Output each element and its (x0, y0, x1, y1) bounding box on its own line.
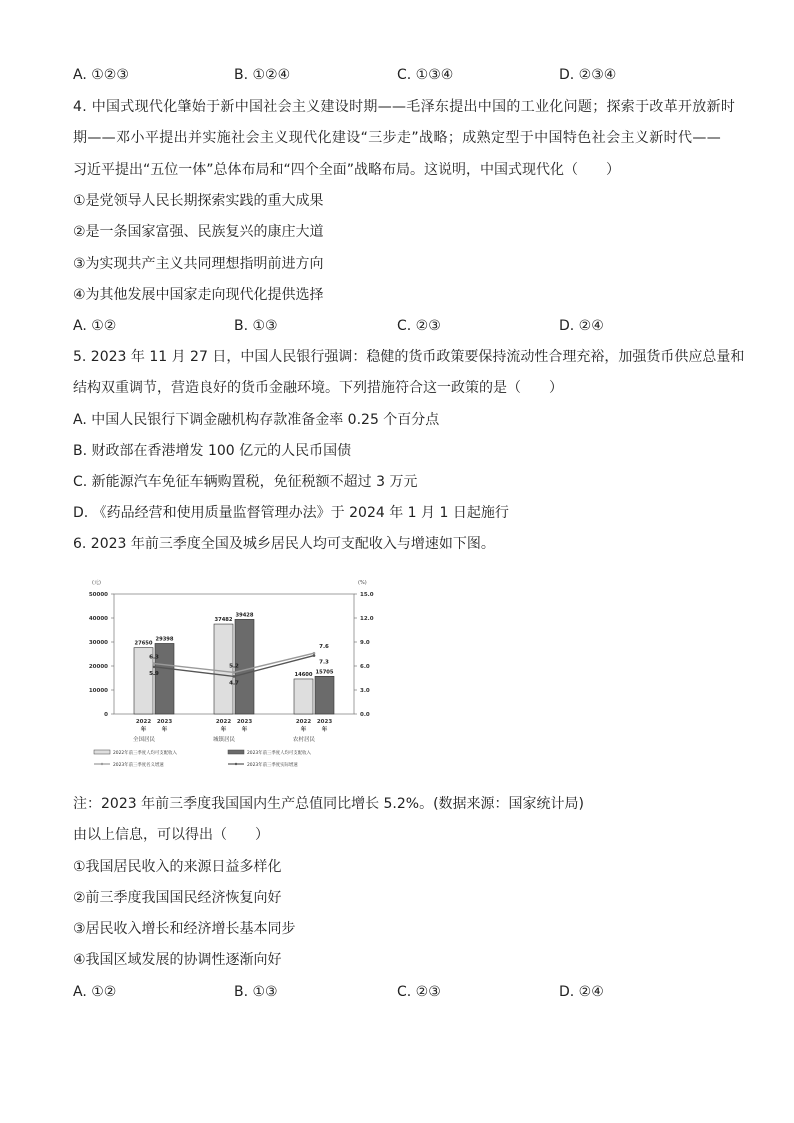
q4-option-d[interactable]: D. ②④ (559, 318, 604, 334)
q4-stem-line-1: 4. 中国式现代化肇始于新中国社会主义建设时期——毛泽东提出中国的工业化问题；探索于改革开放新时 (73, 99, 736, 115)
q3-option-b[interactable]: B. ①②④ (234, 67, 291, 83)
q5-option-a[interactable]: A. 中国人民银行下调金融机构存款准备金率 0.25 个百分点 (73, 412, 440, 428)
growth-value-label: 5.9 (149, 670, 159, 677)
q4-option-c[interactable]: C. ②③ (397, 318, 441, 334)
q6-option-c[interactable]: C. ②③ (397, 984, 441, 1000)
q5-option-b[interactable]: B. 财政部在香港增发 100 亿元的人民币国债 (73, 443, 352, 459)
x-sub-label: 2022 (135, 719, 152, 725)
growth-value-label: 6.3 (149, 654, 159, 661)
q4-stem-line-2: 期——邓小平提出并实施社会主义现代化建设“三步走”战略；成熟定型于中国特色社会主义新时代—— (73, 130, 721, 146)
bar (315, 676, 334, 714)
x-sub-label: 2022 (295, 719, 312, 725)
q3-options (73, 66, 733, 84)
legend-swatch-dot (235, 763, 237, 765)
q6-item-2: ②前三季度我国国民经济恢复向好 (73, 890, 282, 906)
legend-label: 2023年前三季度人均可支配收入 (247, 751, 311, 756)
y2-tick-label: 15.0 (360, 592, 374, 598)
legend-swatch-dot (101, 763, 103, 765)
q3-option-c[interactable]: C. ①③④ (397, 67, 454, 83)
growth-point (153, 662, 156, 665)
growth-value-label: 7.3 (319, 659, 329, 666)
category-label: 农村居民 (292, 737, 316, 743)
growth-point (233, 675, 236, 678)
q6-note: 注：2023 年前三季度我国国内生产总值同比增长 5.2%。(数据来源：国家统计局) (73, 796, 585, 812)
x-sub-label: 年 (161, 727, 168, 733)
category-label: 城镇居民 (212, 737, 236, 743)
category-label: 全国居民 (132, 737, 156, 743)
y-tick-label: 10000 (88, 688, 108, 694)
bar-value-label: 39428 (235, 612, 254, 619)
q6-item-3: ③居民收入增长和经济增长基本同步 (73, 921, 296, 937)
q4-item-3: ③为实现共产主义共同理想指明前进方向 (73, 256, 324, 272)
q3-option-d[interactable]: D. ②③④ (559, 67, 617, 83)
x-sub-label: 年 (300, 727, 307, 733)
y-tick-label: 0 (104, 712, 108, 718)
q4-item-4: ④为其他发展中国家走向现代化提供选择 (73, 287, 324, 303)
bar-value-label: 37482 (214, 617, 233, 624)
q6-item-1: ①我国居民收入的来源日益多样化 (73, 859, 282, 875)
bar-value-label: 14600 (294, 671, 313, 678)
q5-option-c[interactable]: C. 新能源汽车免征车辆购置税，免征税额不超过 3 万元 (73, 474, 418, 490)
q6-option-b[interactable]: B. ①③ (234, 984, 278, 1000)
x-sub-label: 2023 (236, 719, 253, 725)
x-sub-label: 2023 (316, 719, 333, 725)
y-axis-unit: (元) (92, 580, 101, 586)
bar-value-label: 27650 (134, 640, 153, 647)
q4-option-b[interactable]: B. ①③ (234, 318, 278, 334)
y2-tick-label: 9.0 (360, 640, 370, 646)
x-sub-label: 年 (241, 727, 248, 733)
growth-point (153, 666, 156, 669)
growth-value-label: 7.6 (319, 644, 329, 651)
y2-axis-unit: (%) (358, 580, 367, 586)
y2-tick-label: 6.0 (360, 664, 370, 670)
q5-option-d[interactable]: D. 《药品经营和使用质量监督管理办法》于 2024 年 1 月 1 日起施行 (73, 505, 509, 521)
y-tick-label: 50000 (88, 592, 108, 598)
legend-swatch (94, 750, 110, 754)
growth-value-label: 4.7 (229, 680, 239, 687)
q6-stem: 6. 2023 年前三季度全国及城乡居民人均可支配收入与增速如下图。 (73, 536, 495, 552)
x-sub-label: 年 (140, 727, 147, 733)
legend-swatch (228, 750, 244, 754)
q6-item-4: ④我国区域发展的协调性逐渐向好 (73, 952, 282, 968)
legend-label: 2023年前三季度实际增速 (247, 763, 298, 768)
y2-tick-label: 0.0 (360, 712, 370, 718)
growth-value-label: 5.2 (229, 663, 239, 670)
q6-option-a[interactable]: A. ①② (73, 984, 117, 1000)
q4-item-2: ②是一条国家富强、民族复兴的康庄大道 (73, 224, 324, 240)
q3-option-a[interactable]: A. ①②③ (73, 67, 129, 83)
q4-option-a[interactable]: A. ①② (73, 318, 117, 334)
q4-stem-line-3: 习近平提出“五位一体”总体布局和“四个全面”战略布局。这说明，中国式现代化（ ） (73, 162, 621, 178)
y-tick-label: 40000 (88, 616, 108, 622)
growth-point (313, 654, 316, 657)
x-sub-label: 2023 (156, 719, 173, 725)
y-tick-label: 30000 (88, 640, 108, 646)
q6-prompt: 由以上信息，可以得出（ ） (73, 827, 269, 843)
bar (294, 679, 313, 714)
legend-label: 2023年前三季度名义增速 (113, 763, 164, 768)
bar-value-label: 29398 (155, 636, 174, 643)
y-tick-label: 20000 (88, 664, 108, 670)
q4-options (73, 317, 733, 335)
y2-tick-label: 3.0 (360, 688, 370, 694)
x-sub-label: 2022 (215, 719, 232, 725)
growth-point (313, 652, 316, 655)
q4-item-1: ①是党领导人民长期探索实践的重大成果 (73, 193, 324, 209)
q5-stem-line-1: 5. 2023 年 11 月 27 日，中国人民银行强调：稳健的货币政策要保持流动性合理充裕，加强货币供应总量和 (73, 349, 745, 365)
income-chart (78, 576, 388, 776)
bar-value-label: 15705 (315, 669, 334, 676)
q5-stem-line-2: 结构双重调节，营造良好的货币金融环境。下列措施符合这一政策的是（ ） (73, 380, 563, 396)
x-sub-label: 年 (220, 727, 227, 733)
q6-option-d[interactable]: D. ②④ (559, 984, 604, 1000)
y2-tick-label: 12.0 (360, 616, 374, 622)
legend-label: 2022年前三季度人均可支配收入 (113, 751, 177, 756)
chart-legend (94, 749, 311, 768)
x-sub-label: 年 (321, 727, 328, 733)
growth-point (233, 671, 236, 674)
q6-options (73, 983, 733, 1001)
